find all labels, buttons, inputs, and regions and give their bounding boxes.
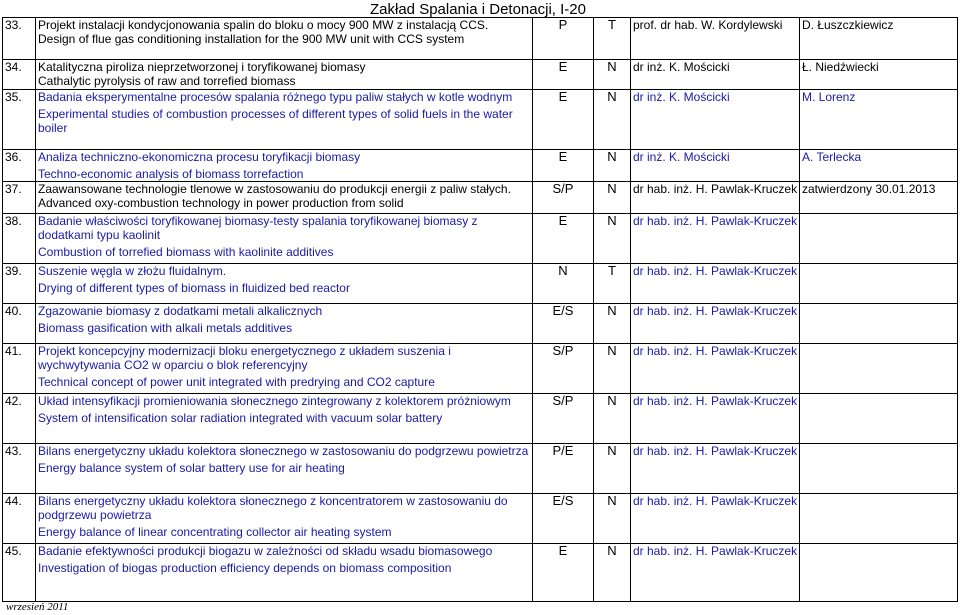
thesis-kind: N [594, 150, 631, 182]
topic-title-polish: Bilans energetyczny układu kolektora słonecznego z koncentratorem w zastosowaniu do podgrzewu powietrza [38, 494, 508, 522]
topic-title [36, 304, 533, 344]
student: A. Terlecka [800, 150, 958, 182]
row-number: 43. [3, 444, 36, 494]
thesis-kind: N [594, 182, 631, 214]
topic-title-polish: Bilans energetyczny układu kolektora słonecznego w zastosowaniu do podgrzewu powietrza [38, 444, 529, 458]
topic-title-polish: Katalityczna piroliza nieprzetworzonej i toryfikowanej biomasy [38, 60, 366, 74]
topic-title [36, 544, 533, 602]
topic-title-english: Energy balance system of solar battery use for air heating [38, 461, 345, 475]
topic-title [36, 18, 533, 60]
topic-title-english: Energy balance of linear concentrating collector air heating system [38, 525, 392, 539]
supervisor: dr inż. K. Mościcki [631, 90, 800, 150]
thesis-type: N [533, 264, 594, 304]
table-row [3, 304, 958, 344]
topic-title-polish: Suszenie węgla w złożu fluidalnym. [38, 264, 227, 278]
page-title: Zakład Spalania i Detonacji, I-20 [370, 1, 586, 18]
row-number: 40. [3, 304, 36, 344]
thesis-type: E [533, 90, 594, 150]
table-body [3, 18, 958, 602]
thesis-type: S/P [533, 394, 594, 444]
supervisor: dr hab. inż. H. Pawlak-Kruczek [631, 544, 800, 602]
thesis-kind: N [594, 214, 631, 264]
supervisor: dr hab. inż. H. Pawlak-Kruczek [631, 182, 800, 214]
topic-title [36, 494, 533, 544]
topic-title [36, 150, 533, 182]
topic-title [36, 394, 533, 444]
thesis-kind: N [594, 394, 631, 444]
student: D. Łuszczkiewicz [800, 18, 958, 60]
row-number: 36. [3, 150, 36, 182]
supervisor: dr inż. K. Mościcki [631, 150, 800, 182]
student: M. Lorenz [800, 90, 958, 150]
thesis-kind: T [594, 264, 631, 304]
table-row [3, 394, 958, 444]
supervisor: dr hab. inż. H. Pawlak-Kruczek [631, 494, 800, 544]
topic-title [36, 90, 533, 150]
thesis-type: E [533, 150, 594, 182]
topic-title-english: Investigation of biogas production efficiency depends on biomass composition [38, 561, 452, 575]
supervisor: dr hab. inż. H. Pawlak-Kruczek [631, 304, 800, 344]
topic-title [36, 214, 533, 264]
topic-title [36, 264, 533, 304]
supervisor: dr hab. inż. H. Pawlak-Kruczek [631, 344, 800, 394]
topic-title-polish: Badania eksperymentalne procesów spalania różnego typu paliw stałych w kotle wodnym [38, 90, 513, 104]
table-row [3, 60, 958, 90]
supervisor: dr hab. inż. H. Pawlak-Kruczek [631, 444, 800, 494]
thesis-type: E/S [533, 304, 594, 344]
supervisor: dr inż. K. Mościcki [631, 60, 800, 90]
thesis-type: E [533, 544, 594, 602]
thesis-type: S/P [533, 182, 594, 214]
thesis-kind: N [594, 60, 631, 90]
topic-title-english: Cathalytic pyrolysis of raw and torrefied biomass [38, 74, 296, 88]
thesis-type: E [533, 214, 594, 264]
row-number: 45. [3, 544, 36, 602]
student [800, 264, 958, 304]
thesis-kind: T [594, 18, 631, 60]
row-number: 44. [3, 494, 36, 544]
thesis-kind: N [594, 344, 631, 394]
student [800, 214, 958, 264]
topic-title-english: Biomass gasification with alkali metals additives [38, 321, 293, 335]
topic-title-english: Techno-economic analysis of biomass torrefaction [38, 167, 304, 181]
table-row [3, 264, 958, 304]
topic-title-polish: Badanie efektywności produkcji biogazu w zależności od składu wsadu biomasowego [38, 544, 493, 558]
supervisor: prof. dr hab. W. Kordylewski [631, 18, 800, 60]
topic-title-english: System of intensification solar radiation integrated with vacuum solar battery [38, 411, 443, 425]
topic-title-polish: Projekt instalacji kondycjonowania spalin do bloku o mocy 900 MW z instalacją CCS. [38, 18, 489, 32]
topic-title-polish: Zaawansowane technologie tlenowe w zastosowaniu do produkcji energii z paliw stałych. [38, 182, 511, 196]
thesis-kind: N [594, 304, 631, 344]
row-number: 34. [3, 60, 36, 90]
student [800, 494, 958, 544]
table-row [3, 182, 958, 214]
table-row [3, 444, 958, 494]
supervisor: dr hab. inż. H. Pawlak-Kruczek [631, 264, 800, 304]
thesis-kind: N [594, 494, 631, 544]
table-row [3, 18, 958, 60]
row-number: 35. [3, 90, 36, 150]
student: zatwierdzony 30.01.2013 [800, 182, 958, 214]
table-row [3, 90, 958, 150]
student [800, 344, 958, 394]
footer-date: wrzesień 2011 [6, 601, 69, 613]
thesis-kind: N [594, 544, 631, 602]
topic-title-polish: Analiza techniczno-ekonomiczna procesu toryfikacji biomasy [38, 150, 361, 164]
supervisor: dr hab. inż. H. Pawlak-Kruczek [631, 394, 800, 444]
student [800, 394, 958, 444]
row-number: 37. [3, 182, 36, 214]
topic-title-polish: Badanie właściwości toryfikowanej biomasy-testy spalania toryfikowanej biomasy z dodatkami typu kaolinit [38, 214, 478, 242]
student: Ł. Niedźwiecki [800, 60, 958, 90]
topic-title [36, 182, 533, 214]
topic-title-polish: Układ intensyfikacji promieniowania słonecznego zintegrowany z kolektorem próżniowym [38, 394, 511, 408]
row-number: 41. [3, 344, 36, 394]
student [800, 304, 958, 344]
topic-title-english: Experimental studies of combustion processes of different types of solid fuels in the water boiler [38, 107, 513, 135]
student [800, 544, 958, 602]
row-number: 39. [3, 264, 36, 304]
table-row [3, 150, 958, 182]
thesis-type: P [533, 18, 594, 60]
thesis-type: P/E [533, 444, 594, 494]
supervisor: dr hab. inż. H. Pawlak-Kruczek [631, 214, 800, 264]
table-row [3, 344, 958, 394]
topic-title-polish: Projekt koncepcyjny modernizacji bloku energetycznego z układem suszenia i wychwytywania CO2 w oparciu o blok referencyjny [38, 344, 451, 372]
topic-title-english: Combustion of torrefied biomass with kaolinite additives [38, 245, 334, 259]
topic-title [36, 60, 533, 90]
topic-title-english: Technical concept of power unit integrated with predrying and CO2 capture [38, 375, 435, 389]
thesis-type: S/P [533, 344, 594, 394]
thesis-topics-table [2, 17, 958, 602]
thesis-type: E/S [533, 494, 594, 544]
table-row [3, 544, 958, 602]
row-number: 33. [3, 18, 36, 60]
row-number: 38. [3, 214, 36, 264]
topic-title-english: Design of flue gas conditioning installation for the 900 MW unit with CCS system [38, 32, 465, 46]
row-number: 42. [3, 394, 36, 444]
topic-title-polish: Zgazowanie biomasy z dodatkami metali alkalicznych [38, 304, 323, 318]
topic-title-english: Drying of different types of biomass in fluidized bed reactor [38, 281, 350, 295]
student [800, 444, 958, 494]
topic-title-english: Advanced oxy-combustion technology in power production from solid [38, 196, 404, 210]
table-row [3, 214, 958, 264]
thesis-kind: N [594, 444, 631, 494]
topic-title [36, 444, 533, 494]
topic-title [36, 344, 533, 394]
table-row [3, 494, 958, 544]
thesis-kind: N [594, 90, 631, 150]
thesis-type: E [533, 60, 594, 90]
